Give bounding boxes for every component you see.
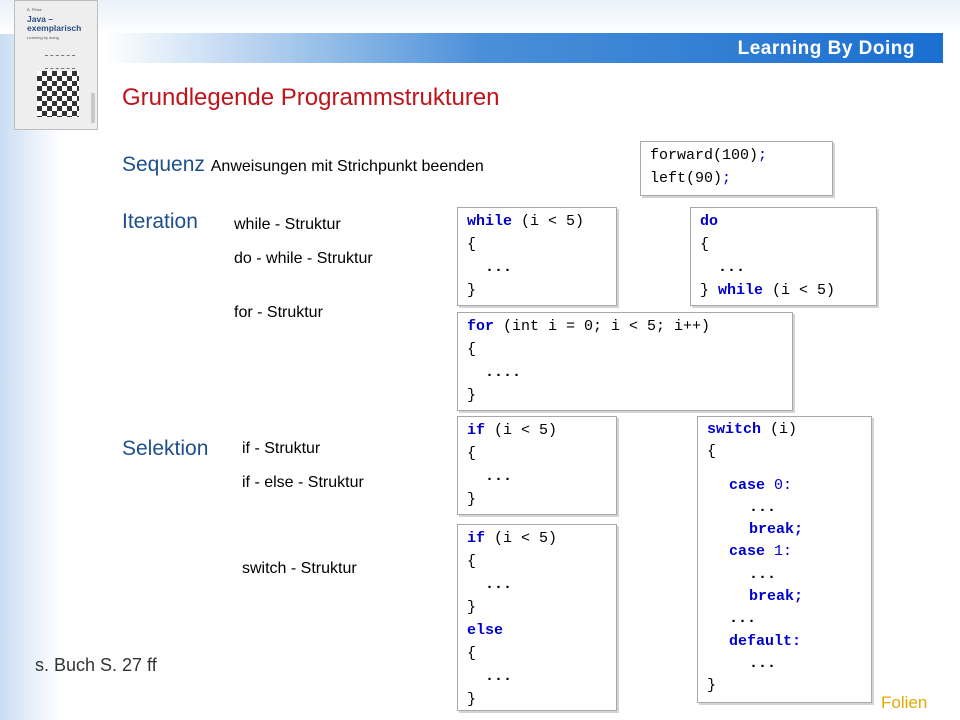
top-gradient-decoration xyxy=(0,0,960,34)
code-line: .... xyxy=(467,364,522,381)
banner-title: Learning By Doing xyxy=(737,38,915,59)
code-if-else-box: if (i < 5) { ... } else { ... } xyxy=(457,524,617,711)
code-line: { xyxy=(467,445,477,462)
code-line: ... xyxy=(700,259,746,276)
book-author: Ä. Plüss xyxy=(27,7,42,12)
label-if-structure: if - Struktur xyxy=(242,440,321,457)
code-line: ... xyxy=(467,668,513,685)
code-line: ... xyxy=(467,259,513,276)
heading-sequenz: Sequenz Anweisungen mit Strichpunkt beenden xyxy=(122,153,484,176)
label-do-while-structure: do - while - Struktur xyxy=(234,250,373,267)
code-for-box: for (int i = 0; i < 5; i++) { .... } xyxy=(457,312,793,411)
keyword: else xyxy=(467,622,504,639)
keyword: default: xyxy=(729,632,802,650)
code-line: { xyxy=(467,236,477,253)
code-line: } xyxy=(467,691,477,708)
code-line: } xyxy=(707,677,717,695)
code-do-while-box: do { ... } while (i < 5) xyxy=(690,207,877,306)
code-line: ... xyxy=(749,498,777,516)
code-if-box: if (i < 5) { ... } xyxy=(457,416,617,515)
heading-iteration: Iteration xyxy=(122,210,198,233)
keyword: case xyxy=(729,476,766,494)
keyword: while xyxy=(718,282,764,299)
code-line: left(90) xyxy=(650,170,723,187)
code-line: { xyxy=(467,645,477,662)
keyword: break; xyxy=(749,588,804,606)
sequenz-description: Anweisungen mit Strichpunkt beenden xyxy=(210,158,484,175)
book-publisher-mark xyxy=(91,93,95,123)
code-line: { xyxy=(700,236,710,253)
label-if-else-structure: if - else - Struktur xyxy=(242,474,364,491)
keyword: for xyxy=(467,318,495,335)
code-line: ... xyxy=(729,610,757,628)
code-line: } xyxy=(467,282,477,299)
keyword: while xyxy=(467,213,513,230)
label-for-structure: for - Struktur xyxy=(234,304,323,321)
keyword: case xyxy=(729,543,766,561)
header-banner xyxy=(105,33,943,63)
book-checkerboard xyxy=(37,71,79,117)
heading-selektion: Selektion xyxy=(122,437,209,460)
keyword: if xyxy=(467,422,486,439)
book-subtitle: Learning by doing xyxy=(27,35,59,40)
book-turtle-drawing xyxy=(45,55,75,69)
book-title: Java – exemplarisch xyxy=(27,14,82,33)
label-switch-structure: switch - Struktur xyxy=(242,560,357,577)
code-line: } xyxy=(467,491,477,508)
code-line: } xyxy=(467,599,477,616)
code-line: ... xyxy=(467,468,513,485)
folien-link[interactable]: Folien xyxy=(881,693,928,712)
keyword: break; xyxy=(749,521,804,539)
code-line: ... xyxy=(749,565,777,583)
code-while-box: while (i < 5) { ... } xyxy=(457,207,617,306)
code-sequence-box: forward(100); left(90); xyxy=(640,141,833,196)
slide-title: Grundlegende Programmstrukturen xyxy=(122,84,500,111)
code-switch-box: switch (i) { case 0: ... break; case 1: ... break; ... default: ... } xyxy=(697,416,872,703)
code-line: { xyxy=(467,553,477,570)
code-line: ... xyxy=(467,576,513,593)
code-line: } xyxy=(467,387,477,404)
keyword: if xyxy=(467,530,486,547)
keyword: do xyxy=(700,213,719,230)
code-line: { xyxy=(467,341,477,358)
code-line: { xyxy=(707,443,717,461)
keyword: switch xyxy=(707,421,762,438)
code-line: forward(100) xyxy=(650,147,759,164)
book-reference: s. Buch S. 27 ff xyxy=(35,655,157,675)
label-while-structure: while - Struktur xyxy=(234,216,341,233)
code-line: ... xyxy=(749,654,777,672)
book-cover-image xyxy=(14,0,98,130)
